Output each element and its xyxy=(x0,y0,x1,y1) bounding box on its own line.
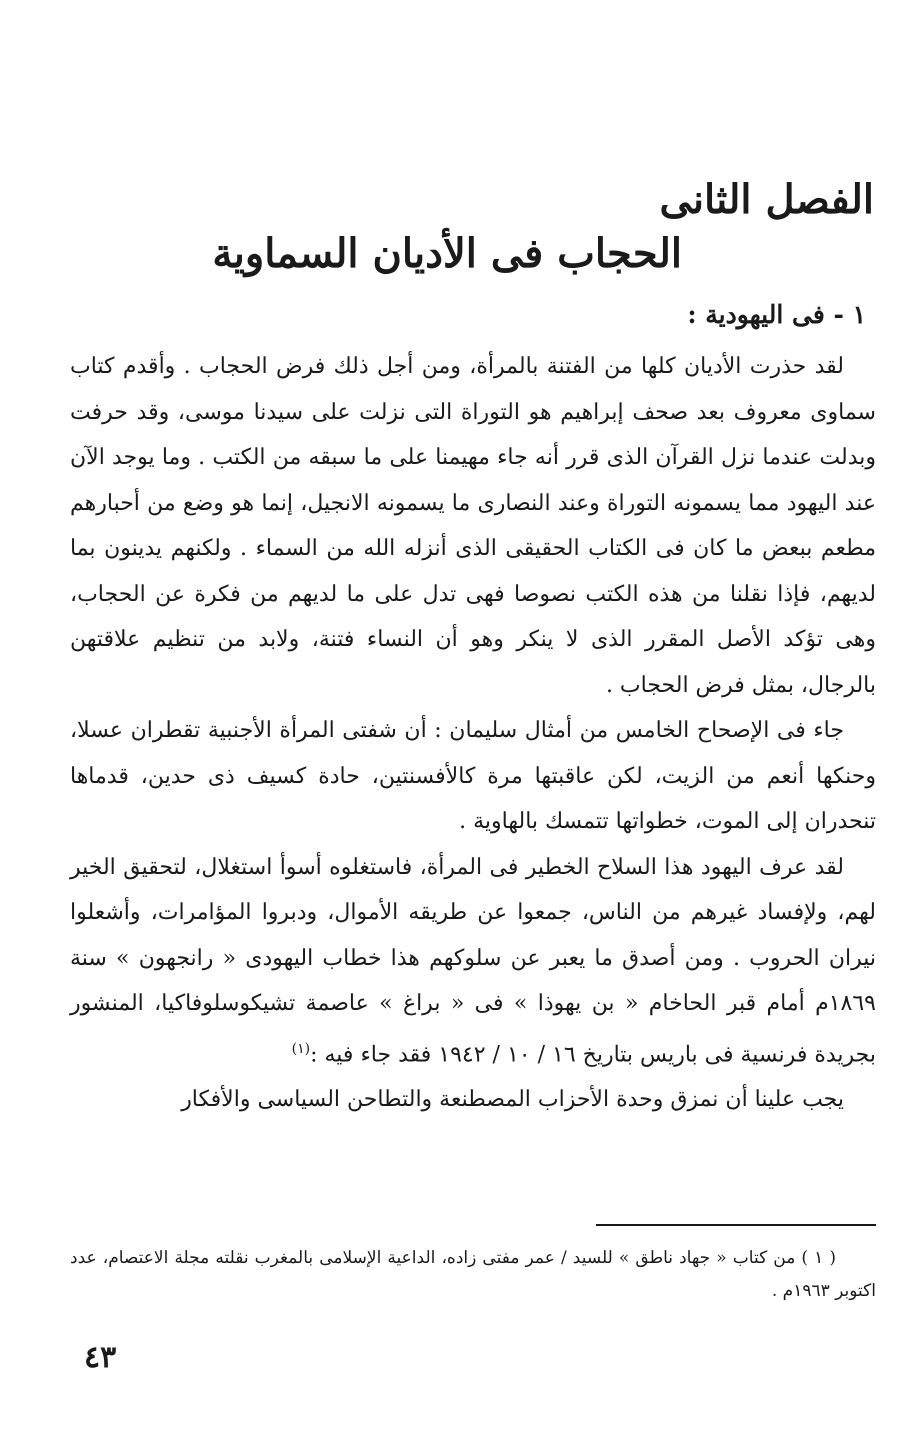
sub-heading: ١ - فى اليهودية : xyxy=(687,300,866,329)
footnote-text: ( ١ ) من كتاب « جهاد ناطق » للسيد / عمر مفتى زاده، الداعية الإسلامى بالمغرب نقلته مجلة الاعتصام، عدد اكتوبر ١٩٦٣م . xyxy=(70,1248,876,1301)
footnote-marker: (١) xyxy=(291,1040,311,1057)
page-number: ٤٣ xyxy=(84,1340,117,1375)
paragraph-2: جاء فى الإصحاح الخامس من أمثال سليمان : أن شفتى المرأة الأجنبية تقطران عسلا، وحنكها أنعم من الزيت، لكن عاقبتها مرة كالأفسنتين، حادة كسيف ذى حدين، قدماها تنحدران إلى الموت، خطواتها تتمسك بالهاوية . xyxy=(70,718,876,834)
paragraph-3-text: لقد عرف اليهود هذا السلاح الخطير فى المرأة، فاستغلوه أسوأ استغلال، لتحقيق الخير لهم، ولإفساد غيرهم من الناس، جمعوا عن طريقه الأموال، ودبروا المؤامرات، وأشعلوا نيران الحروب . ومن أصدق ما يعبر عن سلوكهم هذا خطاب اليهودى « رانجهون » سنة ١٨٦٩م أمام قبر الحاخام « بن يهوذا » فى « براغ » عاصمة تشيكوسلوفاكيا، المنشور بجريدة فرنسية فى باريس بتاريخ ١٦ / ١٠ / ١٩٤٢ فقد جاء فيه : xyxy=(70,854,876,1067)
body-text xyxy=(70,344,876,1123)
section-title: الحجاب فى الأديان السماوية xyxy=(212,230,682,277)
paragraph-3 xyxy=(70,845,876,1078)
quote-line: يجب علينا أن نمزق وحدة الأحزاب المصطنعة والتطاحن السياسى والأفكار xyxy=(181,1087,844,1113)
chapter-title: الفصل الثانى xyxy=(659,176,874,223)
footnote-divider xyxy=(596,1224,876,1226)
footnote xyxy=(70,1242,876,1308)
paragraph-1: لقد حذرت الأديان كلها من الفتنة بالمرأة، ومن أجل ذلك فرض الحجاب . وأقدم كتاب سماوى معروف بعد صحف إبراهيم هو التوراة التى نزلت على سيدنا موسى، وقد حرفت وبدلت عندما نزل القرآن الذى قرر أنه جاء مهيمنا على ما سبقه من الكتب . وما يوجد الآن عند اليهود مما يسمونه التوراة وعند النصارى ما يسمونه الانجيل، إنما هو وضع من أحبارهم مطعم ببعض ما كان فى الكتاب الحقيقى الذى أنزله الله من السماء . ولكنهم يدينون بما لديهم، فإذا نقلنا من هذه الكتب نصوصا فهى تدل على ما لديهم من فكرة عن الحجاب، وهى تؤكد الأصل المقرر الذى لا ينكر وهو أن النساء فتنة، ولابد من تنظيم علاقتهن بالرجال، بمثل فرض الحجاب . xyxy=(70,354,876,698)
